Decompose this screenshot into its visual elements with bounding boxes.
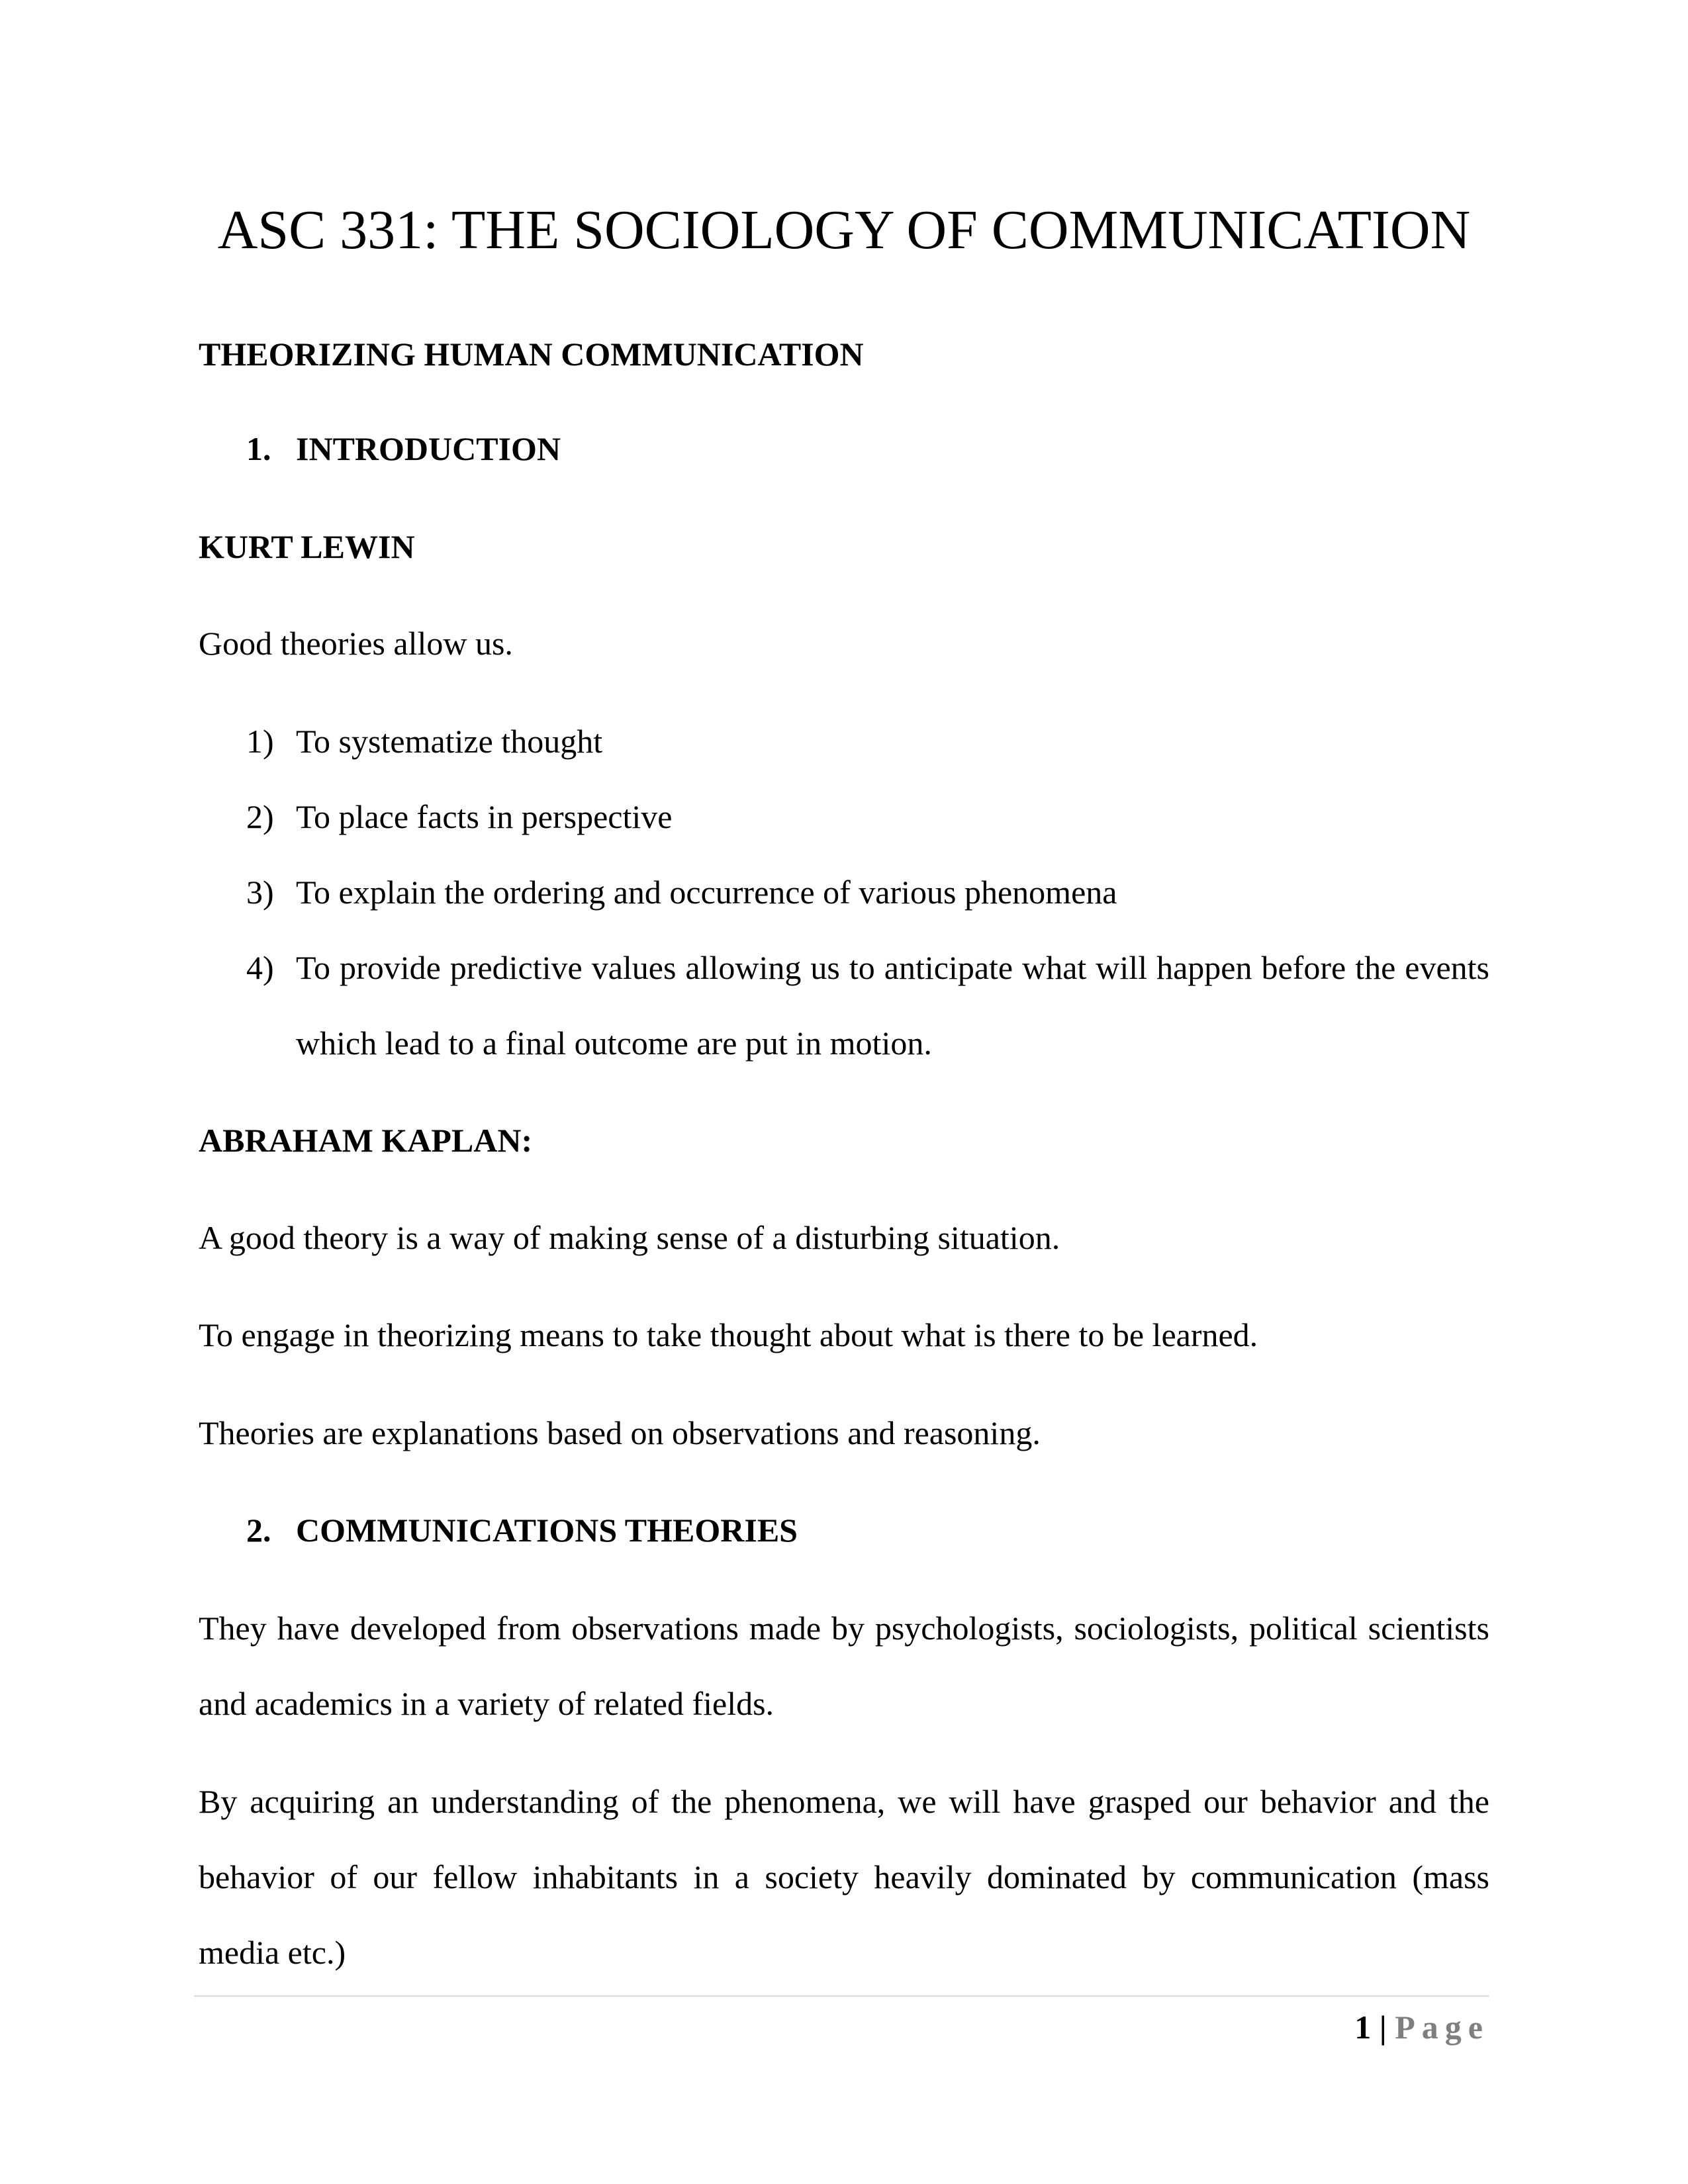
page-title: ASC 331: THE SOCIOLOGY OF COMMUNICATION [217,199,1471,261]
footer-divider [194,1995,1489,1997]
section-heading: COMMUNICATIONS THEORIES [296,1512,798,1549]
list-item-marker: 3) [246,874,274,911]
section-number: 2. [246,1512,271,1549]
list-item: To systematize thought [296,723,603,760]
section-number: 1. [246,430,271,467]
abraham-kaplan-heading: ABRAHAM KAPLAN: [199,1122,533,1159]
list-item-marker: 4) [246,949,274,986]
section-heading: INTRODUCTION [296,430,561,467]
paragraph: A good theory is a way of making sense of a disturbing situation. [199,1219,1060,1256]
paragraph-line: They have developed from observations made by psychologists, sociologists, political scientists [199,1610,1489,1647]
list-item: To provide predictive values allowing us to anticipate what will happen before the events [296,949,1489,986]
list-item-marker: 1) [246,723,274,760]
page-number: 1 [1354,2009,1372,2046]
paragraph-line: and academics in a variety of related fields. [199,1685,774,1722]
list-item: To explain the ordering and occurrence of various phenomena [296,874,1117,911]
subtitle: THEORIZING HUMAN COMMUNICATION [199,336,864,373]
paragraph: Theories are explanations based on observations and reasoning. [199,1414,1041,1451]
paragraph-line: behavior of our fellow inhabitants in a society heavily dominated by communication (mass [199,1858,1489,1895]
page-label: Page [1395,2009,1489,2046]
paragraph: To engage in theorizing means to take thought about what is there to be learned. [199,1316,1258,1353]
list-item: To place facts in perspective [296,798,673,835]
page-footer [1354,2007,1489,2047]
paragraph-line: By acquiring an understanding of the phenomena, we will have grasped our behavior and the [199,1783,1489,1820]
list-item-continuation: which lead to a final outcome are put in motion. [296,1024,932,1062]
list-item-marker: 2) [246,798,274,835]
kurt-lewin-intro: Good theories allow us. [199,625,513,662]
paragraph-line: media etc.) [199,1934,346,1971]
footer-separator: | [1379,2009,1387,2046]
kurt-lewin-heading: KURT LEWIN [199,528,415,565]
